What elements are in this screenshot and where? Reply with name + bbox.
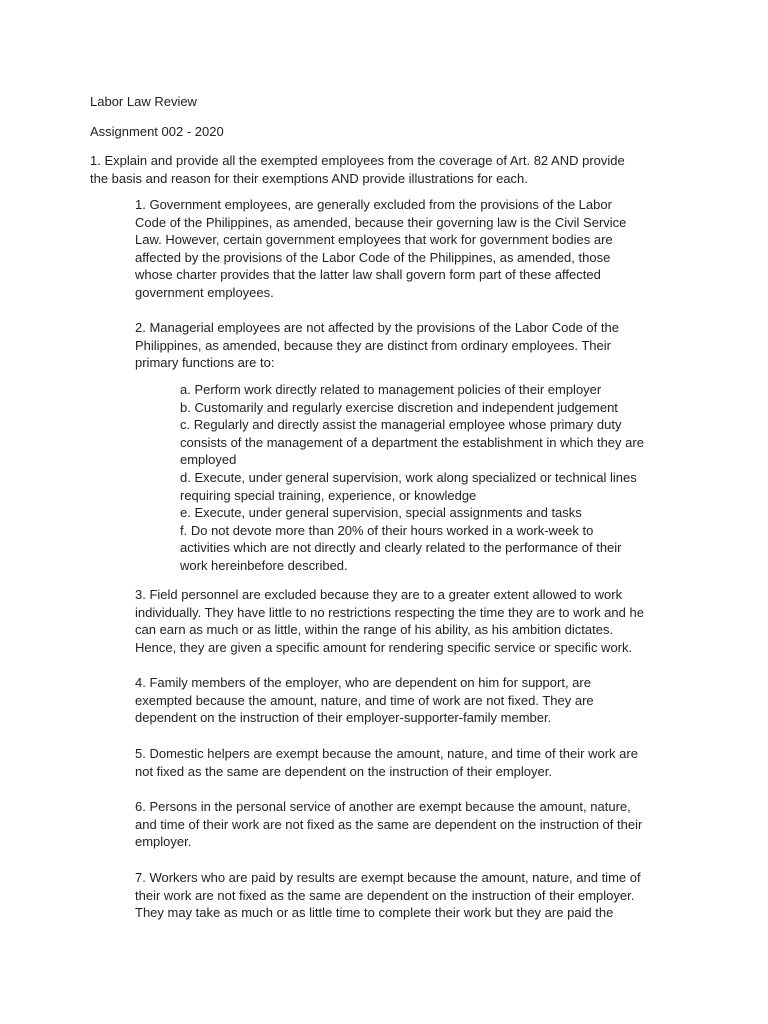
answer-3-paragraph: [135, 586, 644, 656]
list-item: employed: [180, 452, 237, 468]
assignment-label: Assignment 002 - 2020: [90, 124, 224, 139]
list-item: c. Regularly and directly assist the managerial employee whose primary duty: [180, 417, 622, 433]
answer-line: exempted because the amount, nature, and time of work are not fixed. They are: [135, 692, 594, 708]
list-item: a. Perform work directly related to management policies of their employer: [180, 382, 602, 397]
question-line: the basis and reason for their exemptions AND provide illustrations for each.: [90, 170, 528, 186]
answer-line: 1. Government employees, are generally excluded from the provisions of the Labor: [135, 197, 612, 212]
managerial-functions-list: [180, 381, 644, 575]
answer-line: government employees.: [135, 284, 274, 300]
list-item: e. Execute, under general supervision, special assignments and tasks: [180, 505, 582, 521]
answer-line: Code of the Philippines, as amended, because their governing law is the Civil Service: [135, 214, 627, 230]
answer-line: their work are not fixed as the same are dependent on the instruction of their employer.: [135, 887, 635, 903]
answer-5-paragraph: [135, 745, 638, 780]
answer-line: 6. Persons in the personal service of another are exempt because the amount, nature,: [135, 799, 631, 814]
list-item: d. Execute, under general supervision, work along specialized or technical lines: [180, 469, 637, 485]
answer-line: individually. They have little to no restrictions respecting the time they are to work and he: [135, 604, 644, 620]
answer-line: employer.: [135, 834, 192, 850]
answer-line: Law. However, certain government employees that work for government bodies are: [135, 232, 613, 248]
question-line: 1. Explain and provide all the exempted employees from the coverage of Art. 82 AND provide: [90, 153, 625, 168]
answer-1-paragraph: [135, 196, 626, 302]
answer-line: not fixed as the same are dependent on the instruction of their employer.: [135, 763, 552, 779]
answer-line: whose charter provides that the latter law shall govern form part of these affected: [135, 267, 601, 283]
answer-line: 3. Field personnel are excluded because they are to a greater extent allowed to work: [135, 587, 623, 602]
answer-2-paragraph: [135, 319, 619, 372]
answer-line: dependent on the instruction of their employer-supporter-family member.: [135, 710, 552, 726]
list-item: b. Customarily and regularly exercise discretion and independent judgement: [180, 399, 618, 415]
answer-line: Philippines, as amended, because they are distinct from ordinary employees. Their: [135, 337, 611, 353]
answer-7-paragraph: [135, 869, 641, 922]
list-item: requiring special training, experience, or knowledge: [180, 487, 477, 503]
answer-line: Hence, they are given a specific amount for rendering specific service or specific work.: [135, 639, 633, 655]
answer-line: 7. Workers who are paid by results are exempt because the amount, nature, and time of: [135, 870, 641, 885]
answer-line: 4. Family members of the employer, who are dependent on him for support, are: [135, 675, 591, 690]
question-paragraph: [90, 152, 625, 187]
list-item: consists of the management of a department the establishment in which they are: [180, 434, 644, 450]
answer-line: 2. Managerial employees are not affected by the provisions of the Labor Code of the: [135, 320, 619, 335]
answer-4-paragraph: [135, 674, 594, 727]
document-title: Labor Law Review: [90, 94, 197, 109]
answer-line: They may take as much or as little time to complete their work but they are paid the: [135, 905, 614, 921]
list-item: f. Do not devote more than 20% of their hours worked in a work-week to: [180, 522, 594, 538]
answer-line: 5. Domestic helpers are exempt because the amount, nature, and time of their work are: [135, 746, 638, 761]
answer-line: and time of their work are not fixed as the same are dependent on the instruction of their: [135, 816, 643, 832]
answer-line: can earn as much or as little, within the range of his ability, as his ambition dictates.: [135, 622, 614, 638]
list-item: activities which are not directly and clearly related to the performance of their: [180, 540, 622, 556]
answer-line: affected by the provisions of the Labor Code of the Philippines, as amended, those: [135, 249, 611, 265]
list-item: work hereinbefore described.: [180, 557, 348, 573]
answer-6-paragraph: [135, 798, 642, 851]
answer-line: primary functions are to:: [135, 355, 275, 371]
